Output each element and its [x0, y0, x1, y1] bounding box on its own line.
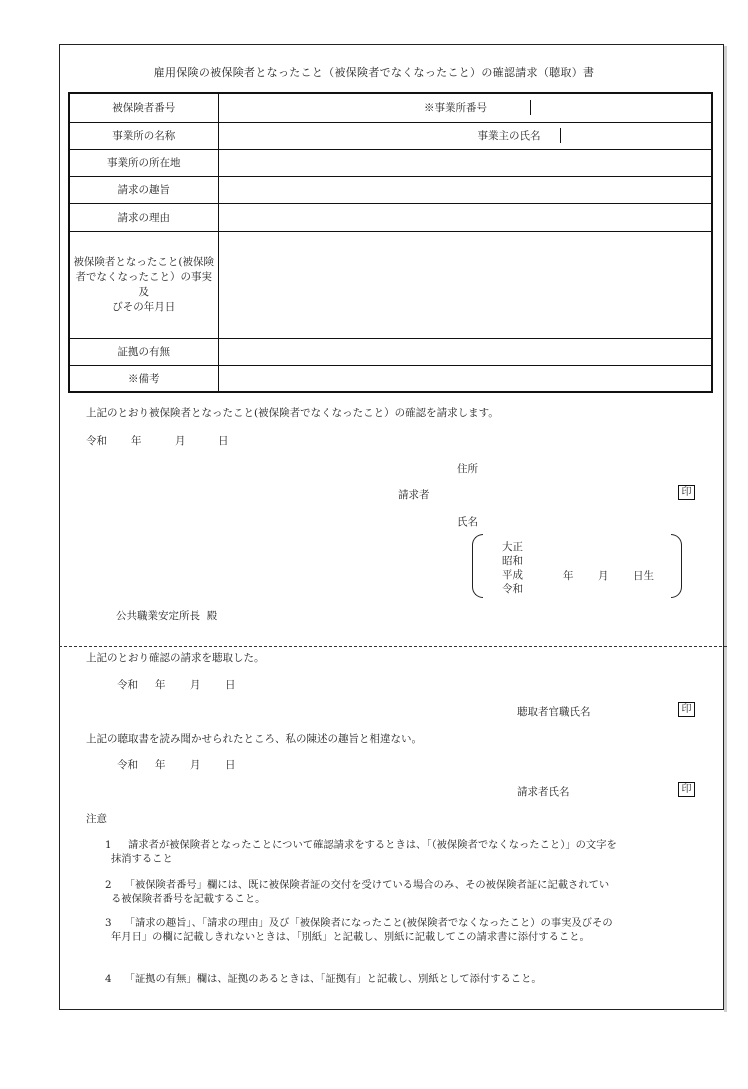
hearing-official-label: 聴取者官職氏名 [517, 706, 591, 718]
hearing-month: 月 [190, 679, 201, 691]
note-2-line-1: 「被保険者番号」欄には、既に被保険者証の交付を受けている場合のみ、その被保険者証に記載されてい [124, 879, 610, 891]
note-4-number: 4 [105, 973, 112, 985]
request-reason-label: 請求の理由 [69, 203, 218, 231]
confirmation-month: 月 [190, 759, 201, 771]
confirmation-seal: 印 [678, 782, 695, 797]
hearing-day: 日 [225, 679, 236, 691]
row-office-address [69, 149, 712, 176]
confirmation-day: 日 [225, 759, 236, 771]
request-statement: 上記のとおり被保険者となったこと(被保険者でなくなったこと）の確認を請求します。 [86, 407, 499, 419]
fact-label-line-1: 被保険者となったこと(被保険 [73, 255, 215, 268]
fact-date-label [69, 231, 218, 338]
note-1-number: 1 [105, 839, 112, 851]
address-label: 住所 [457, 463, 478, 475]
confirmation-statement: 上記の聴取書を読み聞かせられたところ、私の陳述の趣旨と相違ない。 [86, 733, 422, 745]
request-purpose-field[interactable] [218, 176, 712, 203]
note-3-line-1: 「請求の趣旨」、「請求の理由」及び「被保険者になったこと(被保険者でなくなったこと）の事実及びその [124, 917, 613, 929]
employer-name-label: 事業主の氏名 [459, 128, 561, 143]
note-1 [105, 838, 617, 866]
birth-bracket-right [671, 534, 682, 598]
note-1-line-1: 請求者が被保険者となったことについて確認請求をするときは、「（被保険者でなくなったこと）」の文字を [127, 839, 617, 851]
note-4-line-1: 「証拠の有無」欄は、証拠のあるときは、「証拠有」と記載し、別紙として添付すること。 [124, 973, 542, 985]
birth-era-taisho: 大正 [502, 541, 523, 553]
birth-era-showa: 昭和 [502, 555, 523, 567]
requester-label: 請求者 [398, 489, 430, 501]
cut-line [59, 646, 727, 647]
note-2 [105, 878, 609, 906]
request-reason-field[interactable] [218, 203, 712, 231]
birth-bracket-left [472, 534, 483, 598]
note-3-number: 3 [105, 917, 112, 929]
fact-date-field[interactable] [218, 231, 712, 338]
birth-era-heisei: 平成 [502, 569, 523, 581]
office-name-label: 事業所の名称 [69, 122, 218, 149]
note-2-line-2: る被保険者番号を記載すること。 [111, 893, 266, 905]
name-label: 氏名 [457, 516, 478, 528]
evidence-field[interactable] [218, 338, 712, 365]
row-insured-number [69, 93, 712, 122]
request-purpose-label: 請求の趣旨 [69, 176, 218, 203]
addressee: 公共職業安定所長 [116, 610, 200, 622]
fact-label-line-2: 者でなくなったこと）の事実及 [75, 270, 212, 298]
row-request-purpose [69, 176, 712, 203]
hearing-era: 令和 [117, 679, 138, 691]
office-address-field[interactable] [218, 149, 712, 176]
birth-era-reiwa: 令和 [502, 583, 523, 595]
confirmation-requester-label: 請求者氏名 [517, 786, 570, 798]
birth-year: 年 [563, 570, 574, 582]
hearing-year: 年 [155, 679, 166, 691]
confirmation-era: 令和 [117, 759, 138, 771]
note-4 [105, 972, 542, 986]
hearing-seal: 印 [678, 702, 695, 717]
remarks-field[interactable] [218, 365, 712, 392]
row-office-name [69, 122, 712, 149]
office-address-label: 事業所の所在地 [69, 149, 218, 176]
insured-number-label: 被保険者番号 [69, 93, 218, 122]
confirmation-year: 年 [155, 759, 166, 771]
request-form-table [68, 92, 713, 393]
honorific: 殿 [206, 610, 218, 622]
form-title: 雇用保険の被保険者となったこと（被保険者でなくなったこと）の確認請求（聴取）書 [153, 66, 595, 79]
birth-month: 月 [598, 570, 609, 582]
requester-seal: 印 [678, 485, 695, 500]
fact-label-line-3: びその年月日 [112, 300, 176, 313]
hearing-statement: 上記のとおり確認の請求を聴取した。 [86, 652, 265, 664]
request-era: 令和 [86, 435, 107, 447]
row-remarks [69, 365, 712, 392]
request-month: 月 [175, 435, 186, 447]
notes-heading: 注意 [86, 813, 107, 825]
birth-day: 日生 [633, 570, 654, 582]
frame-shadow [724, 46, 727, 1012]
row-fact-date [69, 231, 712, 338]
addressee-office [116, 608, 217, 623]
note-3-line-2: 年月日」の欄に記載しきれないときは、「別紙」と記載し、別紙に記載してこの請求書に添付すること。 [111, 931, 590, 943]
request-year: 年 [131, 435, 142, 447]
remarks-label: ※備考 [69, 365, 218, 392]
row-request-reason [69, 203, 712, 231]
row-evidence [69, 338, 712, 365]
note-1-line-2: 抹消すること [111, 853, 173, 865]
note-2-number: 2 [105, 879, 112, 891]
request-day: 日 [218, 435, 229, 447]
evidence-label: 証拠の有無 [69, 338, 218, 365]
office-number-label: ※事業所番号 [382, 100, 531, 115]
note-3 [105, 916, 613, 944]
